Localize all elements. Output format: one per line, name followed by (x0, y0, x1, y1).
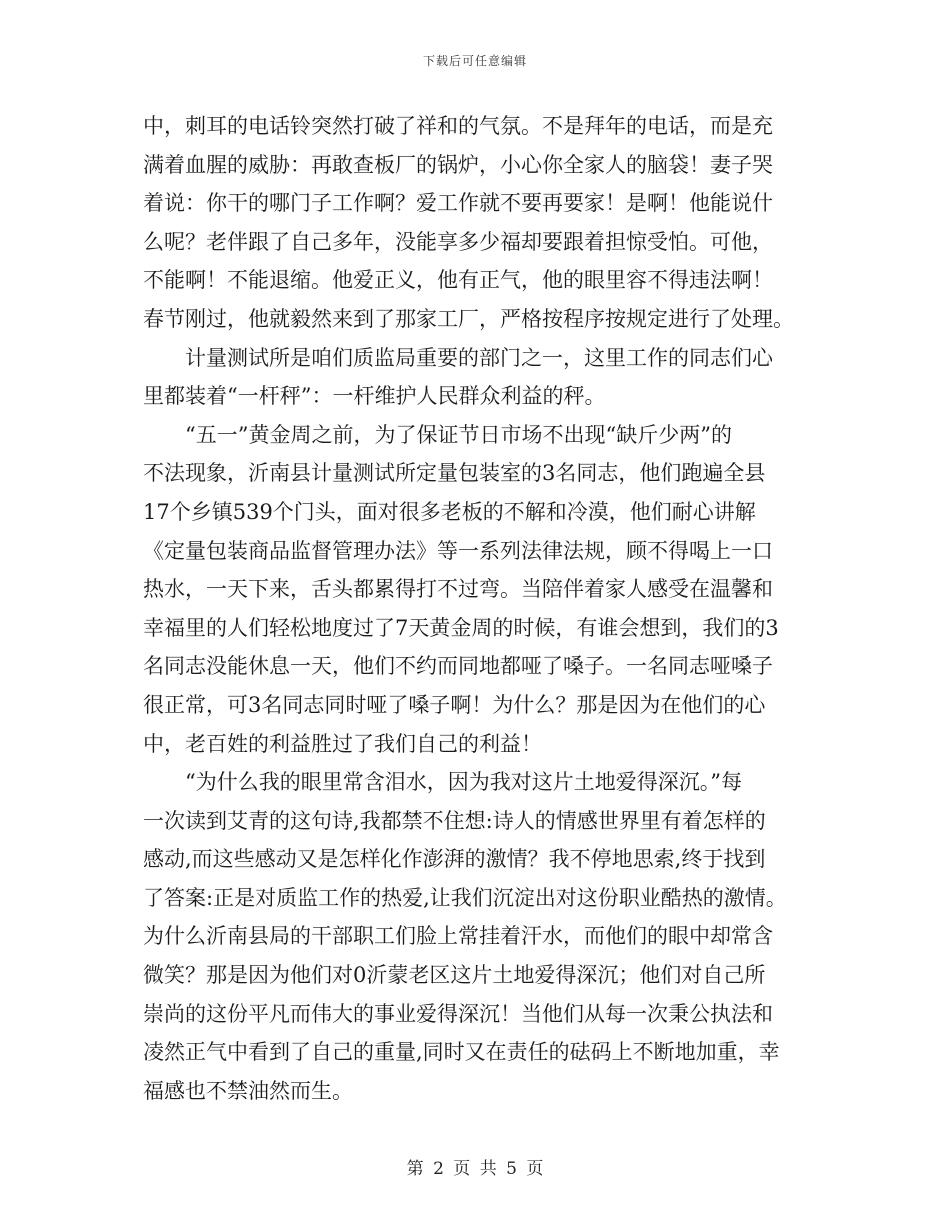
text-line: 感动,而这些感动又是怎样化作澎湃的激情？我不停地思索,终于找到 (143, 847, 766, 872)
document-body (143, 107, 823, 1110)
text-line: 很正常，可3名同志同时哑了嗓子啊！为什么？那是因为在他们的心 (143, 692, 766, 717)
text-line: 热水，一天下来，舌头都累得打不过弯。当陪伴着家人感受在温馨和 (143, 577, 773, 602)
text-line: 不能啊！不能退缩。他爱正义，他有正气，他的眼里容不得违法啊！ (143, 268, 773, 293)
text-line: 了答案:正是对质监工作的热爱,让我们沉淀出对这份职业酷热的激情。 (143, 885, 787, 910)
text-line: 满着血腥的威胁：再敢查板厂的锅炉，小心你全家人的脑袋！妻子哭 (143, 152, 773, 177)
text-line: 中，刺耳的电话铃突然打破了祥和的气氛。不是拜年的电话，而是充 (143, 114, 773, 138)
text-line: 17个乡镇539个门头，面对很多老板的不解和冷漠，他们耐心讲解 (143, 499, 756, 524)
paragraph-start-line: “为什么我的眼里常含泪水，因为我对这片土地爱得深沉。”每 (185, 770, 742, 795)
text-line: 里都装着“一杆秤”：一杆维护人民群众利益的秤。 (143, 384, 606, 409)
text-line: 么呢？老伴跟了自己多年，没能享多少福却要跟着担惊受怕。可他， (143, 229, 773, 254)
text-line: 一次读到艾青的这句诗,我都禁不住想:诗人的情感世界里有着怎样的 (143, 808, 766, 833)
paragraph-start-line: “五一”黄金周之前，为了保证节日市场不出现“缺斤少两”的 (185, 422, 732, 447)
paragraph-start-line: 计量测试所是咱们质监局重要的部门之一，这里工作的同志们心 (185, 345, 773, 370)
text-line: 中，老百姓的利益胜过了我们自己的利益！ (143, 731, 542, 756)
page-header: 下载后可任意编辑 (422, 54, 527, 68)
text-line: 福感也不禁油然而生。 (143, 1078, 353, 1103)
text-line: 名同志没能休息一天，他们不约而同地都哑了嗓子。一名同志哑嗓子 (143, 654, 773, 679)
text-line: 为什么沂南县局的干部职工们脸上常挂着汗水，而他们的眼中却常含 (143, 924, 773, 949)
text-line: 春节刚过，他就毅然来到了那家工厂，严格按程序按规定进行了处理。 (143, 306, 794, 331)
text-line: 《定量包装商品监督管理办法》等一系列法律法规，顾不得喝上一口 (143, 538, 773, 563)
page-number-footer: 第 2 页 共 5 页 (406, 1159, 544, 1179)
text-line: 微笑？那是因为他们对0沂蒙老区这片土地爱得深沉；他们对自己所 (143, 963, 766, 988)
text-line: 幸福里的人们轻松地度过了7天黄金周的时候，有谁会想到，我们的3 (143, 615, 779, 640)
text-line: 着说：你干的哪门子工作啊？爱工作就不要再要家！是啊！他能说什 (143, 191, 773, 216)
text-line: 凌然正气中看到了自己的重量,同时又在责任的砝码上不断地加重，幸 (143, 1040, 780, 1065)
text-line: 不法现象，沂南县计量测试所定量包装室的3名同志，他们跑遍全县 (143, 461, 766, 486)
text-line: 崇尚的这份平凡而伟大的事业爱得深沉！当他们从每一次秉公执法和 (143, 1001, 773, 1026)
